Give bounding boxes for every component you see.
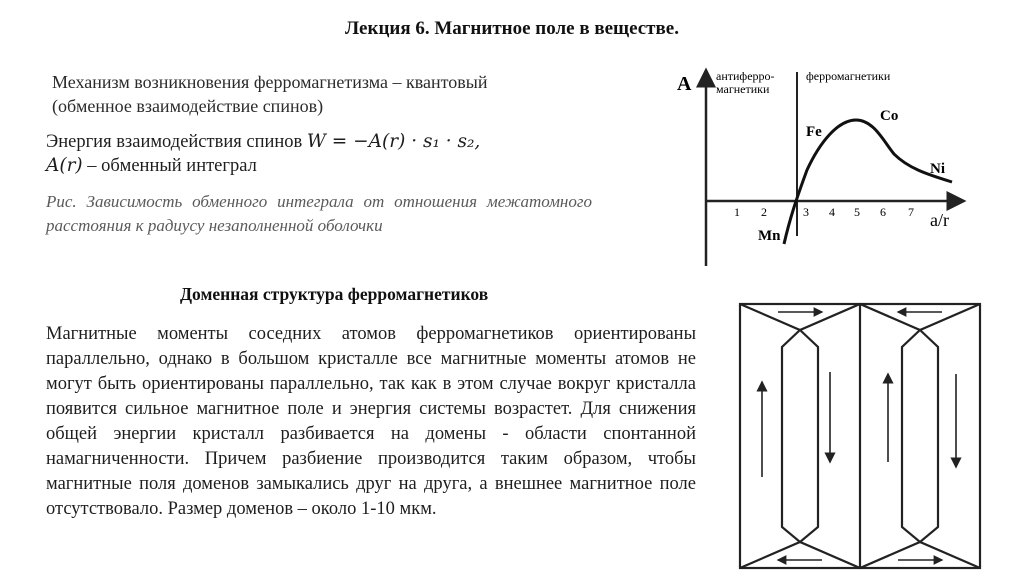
region-left-label-1: антиферро- [716,69,775,83]
intro-line-2: (обменное взаимодействие спинов) [52,96,324,116]
domain-structure-figure [738,302,984,572]
intro-line-1: Механизм возникновения ферромагнетизма – квантовый [52,72,488,92]
tick-1: 1 [734,205,740,219]
exchange-suffix: – обменный интеграл [82,156,257,176]
energy-paragraph [46,130,606,178]
region-left-label-2: магнетики [716,82,770,96]
x-axis-label: a/r [930,210,949,230]
section-subtitle: Доменная структура ферромагнетиков [180,284,489,304]
energy-formula: W = −A(r) · s₁ · s₂, [306,131,481,152]
intro-paragraph [52,70,612,118]
figure-caption: Рис. Зависимость обменного интеграла от отношения межатомного расстояния к радиусу незаполненной оболочки [46,192,592,235]
point-label-ni: Ni [930,161,945,177]
point-label-co: Co [880,108,899,124]
tick-4: 4 [829,205,835,219]
region-right-label: ферромагнетики [806,69,891,83]
exchange-integral-graph [672,58,972,274]
energy-prefix: Энергия взаимодействия спинов [46,132,307,152]
point-label-mn: Mn [758,228,781,244]
tick-6: 6 [880,205,886,219]
exchange-formula: A(r) [46,155,83,176]
tick-7: 7 [908,205,914,219]
body-paragraph: Магнитные моменты соседних атомов ферромагнетиков ориентированы параллельно, однако в большом кристалле все магнитные моменты атомов не могут быть ориентированы параллельно, так как в этом случае вокруг кристалла появится сильное магнитное поле и энергия системы возрастет. Для снижения общей энергии кристалл разбивается на домены - области спонтанной намагниченности. Причем разбиение производится таким образом, чтобы магнитные поля доменов замыкались друг на друга, а внешнее магнитное поле отсутствовало. Размер доменов – около 1-10 мкм. [46,324,696,519]
tick-3: 3 [803,205,809,219]
point-label-fe: Fe [806,124,822,140]
slide-title: Лекция 6. Магнитное поле в веществе. [345,18,679,39]
domain-wall-3 [902,330,938,542]
tick-5: 5 [854,205,860,219]
y-axis-label: A [677,73,692,95]
domain-wall-1 [782,330,818,542]
tick-2: 2 [761,205,767,219]
